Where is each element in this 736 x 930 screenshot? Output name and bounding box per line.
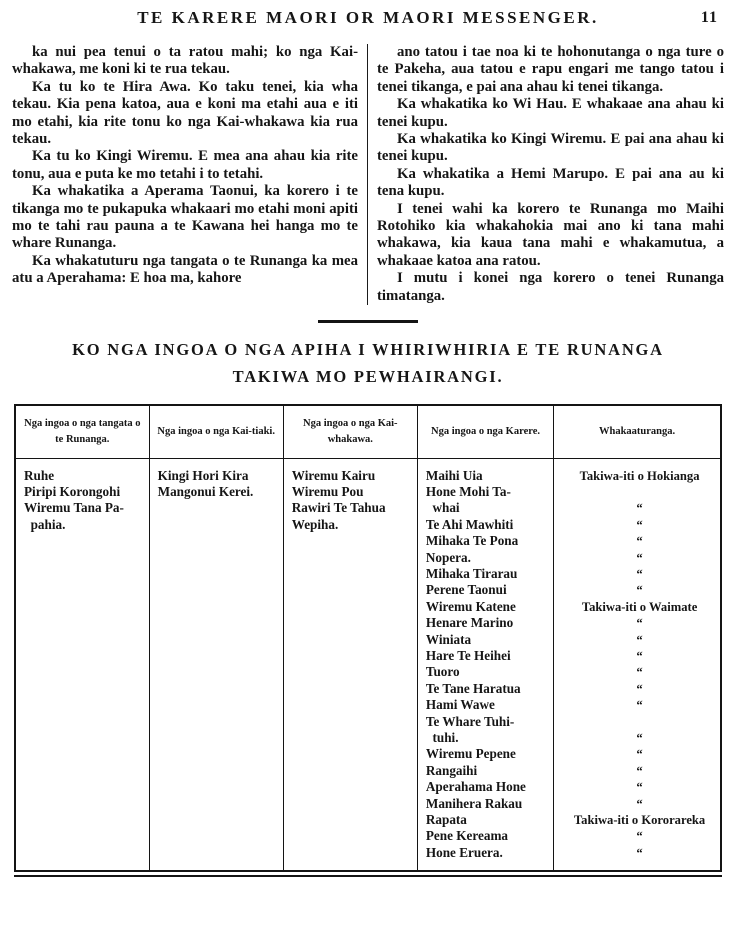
cell-kaiwhakawa-names bbox=[283, 458, 417, 873]
district-line: “ bbox=[636, 829, 643, 844]
right-text-column bbox=[368, 44, 724, 305]
name-line: Hami Wawe bbox=[425, 697, 495, 713]
name-line: Tuoro bbox=[425, 664, 460, 680]
table-body-row bbox=[15, 458, 721, 873]
cell-kaitiaki-names bbox=[149, 458, 283, 873]
cell-runanga-names bbox=[15, 458, 149, 873]
district-line: Takiwa-iti o Waimate bbox=[581, 599, 698, 614]
cell-karere-names bbox=[417, 458, 553, 873]
name-line: Wiremu Kairu bbox=[291, 467, 376, 483]
name-line: whai bbox=[425, 500, 460, 516]
paragraph: Ka whakatuturu nga tangata o te Runanga ka mea atu a Aperahama: E hoa ma, kahore bbox=[12, 252, 358, 287]
name-line: Winiata bbox=[425, 631, 472, 647]
header-whakaaturanga: Whakaaturanga. bbox=[554, 405, 721, 459]
header-runanga: Nga ingoa o nga tangata o te Runanga. bbox=[15, 405, 149, 459]
header-kaitiaki: Nga ingoa o nga Kai-tiaki. bbox=[149, 405, 283, 459]
district-line: “ bbox=[636, 681, 643, 696]
district-line: “ bbox=[636, 780, 643, 795]
paper-title: TE KARERE MAORI OR MAORI MESSENGER. bbox=[137, 8, 599, 27]
name-line: Rapata bbox=[425, 812, 467, 828]
district-line: “ bbox=[636, 534, 643, 549]
name-line: Kingi Hori Kira bbox=[157, 467, 249, 483]
paragraph: Ka whakatika a Aperama Taonui, ka korero i te tikanga mo te pukapuka whakaari mo etahi moni apiti mo te tahi rau pauna a te Kawana hei hanga mo te whare Runanga. bbox=[12, 183, 358, 252]
name-line: Hone Mohi Ta- bbox=[425, 483, 511, 499]
body-text-columns bbox=[12, 44, 724, 305]
name-line: Te Tane Haratua bbox=[425, 680, 521, 696]
district-line: “ bbox=[636, 517, 643, 532]
officers-table-wrap bbox=[14, 404, 722, 877]
section-heading: KO NGA INGOA O NGA APIHA I WHIRIWHIRIA E TE RUNANGA TAKIWA MO PEWHAIRANGI. bbox=[72, 340, 664, 387]
district-line: “ bbox=[636, 550, 643, 565]
name-line: Nopera. bbox=[425, 549, 471, 565]
paragraph: ano tatou i tae noa ki te hohonutanga o nga ture o te Pakeha, aua tatou e rapu engari me tango tatou i tenei tikanga, e pai ana ahau ki tenei tikanga. bbox=[377, 44, 724, 95]
district-line: “ bbox=[636, 845, 643, 860]
name-line: Wiremu Tana Pa- bbox=[24, 500, 124, 516]
name-line: Rangaihi bbox=[425, 762, 478, 778]
district-line: “ bbox=[636, 632, 643, 647]
name-line: Rawiri Te Tahua bbox=[291, 500, 386, 516]
left-text-column bbox=[12, 44, 368, 305]
name-line: Hone Eruera. bbox=[425, 844, 503, 860]
cell-whakaaturanga bbox=[554, 458, 721, 873]
name-line: Maihi Uia bbox=[425, 467, 483, 483]
paragraph: Ka tu ko Kingi Wiremu. E mea ana ahau kia rite tonu, aua e puta ke mo tetahi i to tetahi. bbox=[12, 148, 358, 182]
district-line: “ bbox=[636, 616, 643, 631]
paragraph: I mutu i konei nga korero o tenei Runanga timatanga. bbox=[377, 270, 724, 304]
district-line: Takiwa-iti o Hokianga bbox=[579, 468, 700, 483]
district-line: “ bbox=[636, 501, 643, 516]
officers-table bbox=[14, 404, 722, 877]
paragraph: Ka whakatika a Hemi Marupo. E pai ana au ki tena kupu. bbox=[377, 165, 724, 200]
name-line: Hare Te Heihei bbox=[425, 648, 511, 663]
paragraph: Ka tu ko te Hira Awa. Ko taku tenei, kia wha tekau. Kia pena katoa, aua e koni ma etahi aua e iti mo etahi, kia rite tonu ko nga Kai-whakawa kia rua tekau. bbox=[12, 78, 358, 148]
district-line: “ bbox=[636, 731, 643, 745]
name-line: Wiremu Pepene bbox=[425, 746, 516, 762]
name-line: Wiremu Katene bbox=[425, 598, 516, 614]
running-head bbox=[12, 8, 724, 34]
district-line: “ bbox=[636, 698, 643, 713]
district-line bbox=[562, 484, 717, 500]
paragraph: I tenei wahi ka korero te Runanga mo Maihi Rotohiko kia whakahokia mai ano ki tana mahi whakawa, kia kaua tana mahi e whakamutua, a whakaae katoa ana ratou. bbox=[377, 200, 724, 269]
header-karere: Nga ingoa o nga Karere. bbox=[417, 405, 553, 459]
name-line: tuhi. bbox=[425, 730, 459, 746]
paragraph: Ka whakatika ko Wi Hau. E whakaae ana ahau ki tenei kupu. bbox=[377, 96, 724, 130]
paragraph: ka nui pea tenui o ta ratou mahi; ko nga Kai-whakawa, me koni ki te rua tekau. bbox=[12, 44, 358, 78]
name-line: Wepiha. bbox=[291, 516, 339, 532]
header-kaiwhakawa: Nga ingoa o nga Kai-whakawa. bbox=[283, 405, 417, 459]
name-line: Piripi Korongohi bbox=[24, 483, 121, 499]
name-line: Te Ahi Mawhiti bbox=[425, 516, 514, 532]
district-line: “ bbox=[636, 796, 643, 811]
name-line: Wiremu Pou bbox=[291, 483, 364, 499]
district-line: “ bbox=[636, 747, 643, 762]
page-number: 11 bbox=[700, 9, 718, 26]
name-line: Mihaka Te Pona bbox=[425, 533, 519, 549]
name-line: Aperahama Hone bbox=[425, 779, 526, 795]
district-line: “ bbox=[636, 648, 643, 663]
name-line: Mangonui Kerei. bbox=[157, 483, 254, 499]
name-line: Mihaka Tirarau bbox=[425, 565, 518, 581]
name-line: Te Whare Tuhi- bbox=[425, 713, 515, 729]
table-header-row bbox=[15, 405, 721, 459]
name-line: Manihera Rakau bbox=[425, 795, 523, 811]
district-line: “ bbox=[636, 665, 643, 680]
section-divider-rule bbox=[318, 320, 418, 323]
district-line: “ bbox=[636, 566, 643, 581]
name-line: Pene Kereama bbox=[425, 828, 509, 844]
paragraph: Ka whakatika ko Kingi Wiremu. E pai ana ahau ki tenei kupu. bbox=[377, 131, 724, 165]
district-line bbox=[562, 714, 717, 730]
name-line: pahia. bbox=[24, 516, 66, 532]
district-line: “ bbox=[636, 763, 643, 778]
name-line: Ruhe bbox=[24, 467, 55, 483]
name-line: Perene Taonui bbox=[425, 582, 507, 598]
district-line: Takiwa-iti o Kororareka bbox=[573, 813, 706, 828]
district-line: “ bbox=[636, 583, 643, 598]
name-line: Henare Marino bbox=[425, 615, 514, 631]
